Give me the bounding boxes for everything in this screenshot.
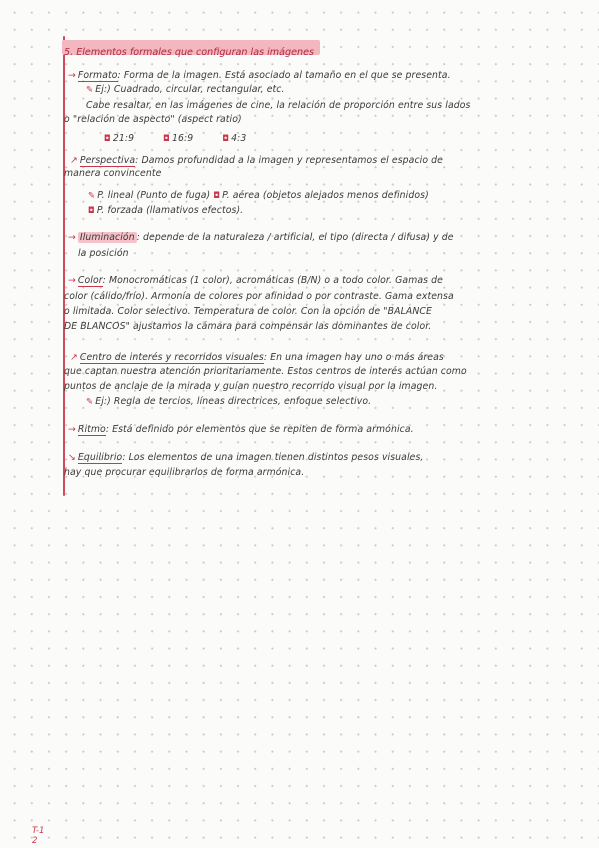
formato-example-text: Ej:) Cuadrado, circular, rectangular, etc. (95, 84, 285, 95)
perspectiva-line-2: manera convincente (64, 168, 162, 179)
iluminacion-text-1: : depende de la naturaleza / artificial, el tipo (directa / difusa) y de (136, 232, 454, 243)
centro-line-2: que captan nuestra atención prioritariamente. Estos centros de interés actúan como (64, 366, 467, 377)
color-line-4: DE BLANCOS" ajustamos la cámara para compensar las dominantes de color. (64, 321, 432, 332)
perspectiva-lineal: P. lineal (Punto de fuga) (97, 190, 211, 201)
checkbox-bullet-icon: ◘ (104, 134, 111, 144)
ritmo-line-1 (68, 424, 414, 436)
checkbox-bullet-icon: ◘ (163, 134, 170, 144)
color-line-3: o limitada. Color selectivo. Temperatura de color. Con la opción de "BALANCE (64, 306, 432, 317)
formato-text-1: : Forma de la imagen. Está asociado al tamaño en el que se presenta. (117, 70, 451, 81)
equilibrio-text-1: : Los elementos de una imagen tienen distintos pesos visuales, (122, 452, 424, 463)
perspectiva-aerea: P. aérea (objetos alejados menos definidos) (222, 190, 429, 201)
iluminacion-term: Iluminación (79, 232, 135, 243)
ratio-item (104, 133, 134, 144)
arrow-icon: → (68, 70, 76, 81)
perspectiva-bullets-1 (88, 190, 429, 202)
iluminacion-line-1 (68, 232, 454, 244)
ratio-value: 16:9 (172, 133, 194, 144)
footer-code: T-1 (32, 826, 45, 836)
centro-term: Centro de interés y recorridos visuales (79, 352, 264, 363)
ratio-value: 4:3 (231, 133, 247, 144)
centro-example (86, 396, 371, 408)
perspectiva-line-1 (70, 155, 443, 167)
centro-text-1: : En una imagen hay uno o más áreas (263, 352, 444, 363)
checkbox-bullet-icon: ◘ (88, 206, 95, 216)
page-footer (32, 826, 44, 846)
arrow-icon: ↗ (70, 155, 78, 166)
arrow-icon: ↘ (68, 452, 76, 463)
formato-line-1 (68, 70, 451, 82)
arrow-icon: → (68, 275, 76, 286)
perspectiva-bullets-2 (88, 205, 243, 217)
formato-term: Formato (77, 70, 118, 81)
ratio-value: 21:9 (112, 133, 135, 144)
pencil-bullet-icon: ✎ (86, 397, 94, 407)
color-term: Color (77, 275, 103, 286)
perspectiva-term: Perspectiva (79, 155, 136, 166)
checkbox-bullet-icon: ✎ (88, 191, 96, 201)
ratio-item (222, 133, 246, 144)
checkbox-bullet-icon: ◘ (222, 134, 230, 144)
arrow-icon: → (68, 424, 76, 435)
formato-line-3: o "relación de aspecto" (aspect ratio) (64, 114, 242, 125)
ritmo-text-1: : Está definido por elementos que se repiten de forma armónica. (105, 424, 414, 435)
centro-line-3: puntos de anclaje de la mirada y guían nuestro recorrido visual por la imagen. (64, 381, 438, 392)
iluminacion-line-2: la posición (78, 248, 129, 259)
aspect-ratio-list (104, 133, 272, 145)
perspectiva-text-1: : Damos profundidad a la imagen y representamos el espacio de (135, 155, 444, 166)
section-title-highlight (62, 40, 320, 58)
checkbox-bullet-icon: ◘ (213, 191, 221, 201)
equilibrio-line-1 (68, 452, 423, 464)
ritmo-term: Ritmo (77, 424, 106, 435)
section-title: 5. Elementos formales que configuran las imágenes (64, 47, 314, 58)
centro-example-text: Ej:) Regla de tercios, líneas directrices, enfoque selectivo. (95, 396, 372, 407)
equilibrio-line-2: hay que procurar equilibrarlos de forma armónica. (64, 467, 305, 478)
color-line-1 (68, 275, 443, 287)
ratio-item (163, 133, 193, 144)
formato-line-2: Cabe resaltar, en las imágenes de cine, la relación de proporción entre sus lados (86, 100, 471, 111)
arrow-icon: → (68, 232, 76, 243)
color-text-1: : Monocromáticas (1 color), acromáticas (B/N) o a todo color. Gamas de (102, 275, 443, 286)
color-line-2: color (cálido/frío). Armonía de colores por afinidad o por contraste. Gama extensa (64, 291, 454, 302)
arrow-icon: ↗ (70, 352, 78, 363)
formato-example (86, 84, 285, 96)
pencil-bullet-icon: ✎ (86, 85, 94, 95)
centro-line-1 (70, 352, 444, 364)
footer-page-number: 2 (32, 836, 38, 846)
perspectiva-forzada: P. forzada (llamativos efectos). (96, 205, 244, 216)
equilibrio-term: Equilibrio (77, 452, 123, 463)
